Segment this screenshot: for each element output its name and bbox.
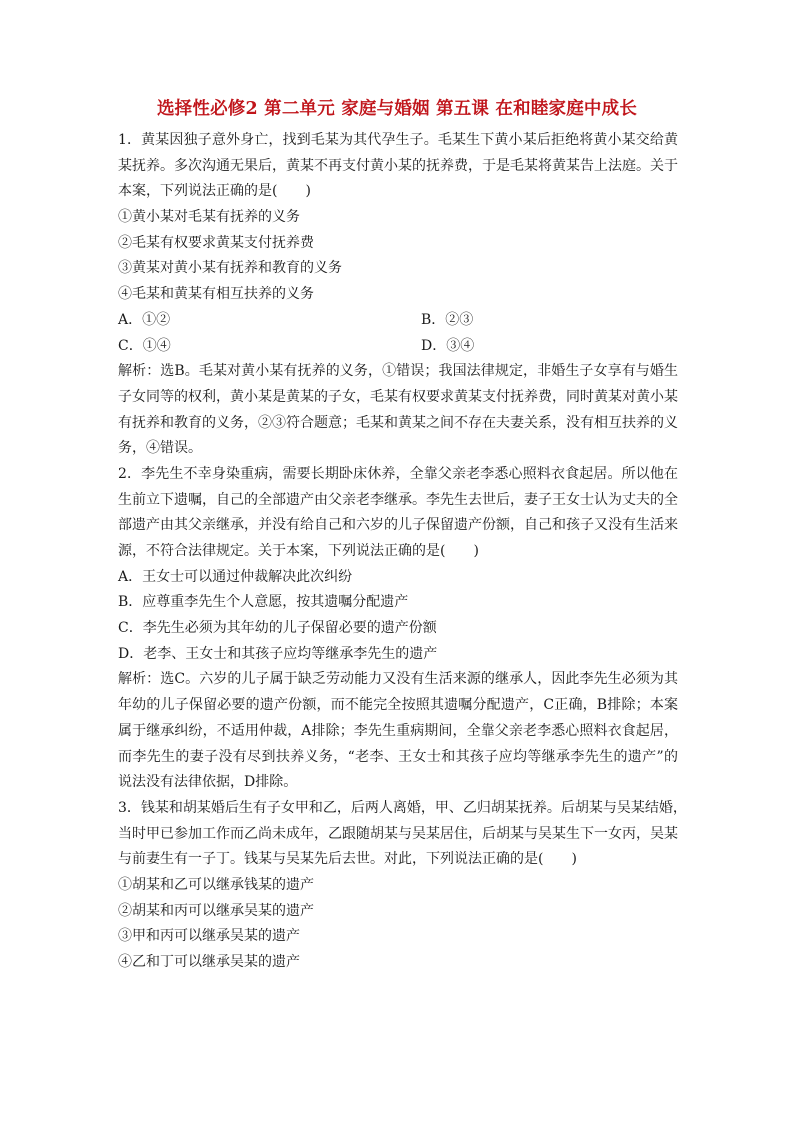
q1-option-b: B．②③ <box>421 311 474 328</box>
q1-stem-line: 某抚养。多次沟通无果后，黄某不再支付黄小某的抚养费，于是毛某将黄某告上法庭。关于 <box>118 157 678 174</box>
q3-stem-line: 与前妻生有一子丁。钱某与吴某先后去世。对此，下列说法正确的是( ) <box>118 851 577 868</box>
q2-analysis-line: 属于继承纠纷，不适用仲裁，A排除；李先生重病期间，全靠父亲老李悉心照料衣食起居， <box>118 722 678 739</box>
q1-analysis-line: 务，④错误。 <box>118 440 202 457</box>
q2-analysis-line: 年幼的儿子保留必要的遗产份额，而不能完全按照其遗嘱分配遗产，C正确，B排除；本案 <box>118 697 678 714</box>
q1-stem-line: 1．黄某因独子意外身亡，找到毛某为其代孕生子。毛某生下黄小某后拒绝将黄小某交给黄 <box>118 132 678 148</box>
q1-analysis-line: 子女同等的权利，黄小某是黄某的子女，毛某有权要求黄某支付抚养费，同时黄某对黄小某 <box>118 388 678 405</box>
q3-item: ①胡某和乙可以继承钱某的遗产 <box>118 876 314 893</box>
q1-analysis-line: 解析：选B。毛某对黄小某有抚养的义务，①错误；我国法律规定，非婚生子女享有与婚生 <box>118 363 678 380</box>
q1-option-d: D．③④ <box>421 337 475 354</box>
q2-option-a: A．王女士可以通过仲裁解决此次纠纷 <box>118 568 353 585</box>
q3-stem-line: 3．钱某和胡某婚后生有子女甲和乙，后两人离婚，甲、乙归胡某抚养。后胡某与吴某结婚， <box>118 799 687 816</box>
q2-option-c: C．李先生必须为其年幼的儿子保留必要的遗产份额 <box>118 620 437 637</box>
q2-stem-line: 生前立下遗嘱，自己的全部遗产由父亲老李继承。李先生去世后，妻子王女士认为丈夫的全 <box>118 491 678 508</box>
q1-options-row <box>118 308 678 334</box>
q2-stem-line: 2．李先生不幸身染重病，需要长期卧床休养，全靠父亲老李悉心照料衣食起居。所以他在 <box>118 465 678 482</box>
q1-option-c: C．①④ <box>118 337 171 354</box>
q2-option-b: B．应尊重李先生个人意愿，按其遗嘱分配遗产 <box>118 594 409 611</box>
q3-item: ④乙和丁可以继承吴某的遗产 <box>118 954 300 970</box>
q1-item: ②毛某有权要求黄某支付抚养费 <box>118 234 314 251</box>
q1-analysis-line: 有抚养和教育的义务，②③符合题意；毛某和黄某之间不存在夫妻关系，没有相互扶养的义 <box>118 414 678 431</box>
q1-item: ①黄小某对毛某有抚养的义务 <box>118 209 300 226</box>
q1-stem-line: 本案，下列说法正确的是( ) <box>118 183 311 200</box>
q1-options-row <box>118 334 678 360</box>
q1-item: ③黄某对黄小某有抚养和教育的义务 <box>118 260 342 277</box>
q3-item: ②胡某和丙可以继承吴某的遗产 <box>118 902 314 919</box>
question-content <box>118 128 687 976</box>
q3-stem-line: 当时甲已参加工作而乙尚未成年，乙跟随胡某与吴某居住，后胡某与吴某生下一女丙，吴某 <box>118 825 678 842</box>
q2-analysis-line: 解析：选C。六岁的儿子属于缺乏劳动能力又没有生活来源的继承人，因此李先生必须为其 <box>118 671 678 688</box>
q3-item: ③甲和丙可以继承吴某的遗产 <box>118 928 300 945</box>
q2-analysis-line: 说法没有法律依据，D排除。 <box>118 774 298 791</box>
q1-item: ④毛某和黄某有相互扶养的义务 <box>118 286 314 303</box>
q2-stem-line: 源，不符合法律规定。关于本案，下列说法正确的是( ) <box>118 543 479 559</box>
q2-option-d: D．老李、王女士和其孩子应均等继承李先生的遗产 <box>118 645 438 662</box>
q1-option-a: A．①② <box>118 311 171 328</box>
q2-stem-line: 部遗产由其父亲继承，并没有给自己和六岁的儿子保留遗产份额，自己和孩子又没有生活来 <box>118 517 678 534</box>
page-title: 选择性必修2 第二单元 家庭与婚姻 第五课 在和睦家庭中成长 <box>156 99 638 119</box>
q2-analysis-line: 而李先生的妻子没有尽到扶养义务，“老李、王女士和其孩子应均等继承李先生的遗产”的 <box>118 748 678 765</box>
